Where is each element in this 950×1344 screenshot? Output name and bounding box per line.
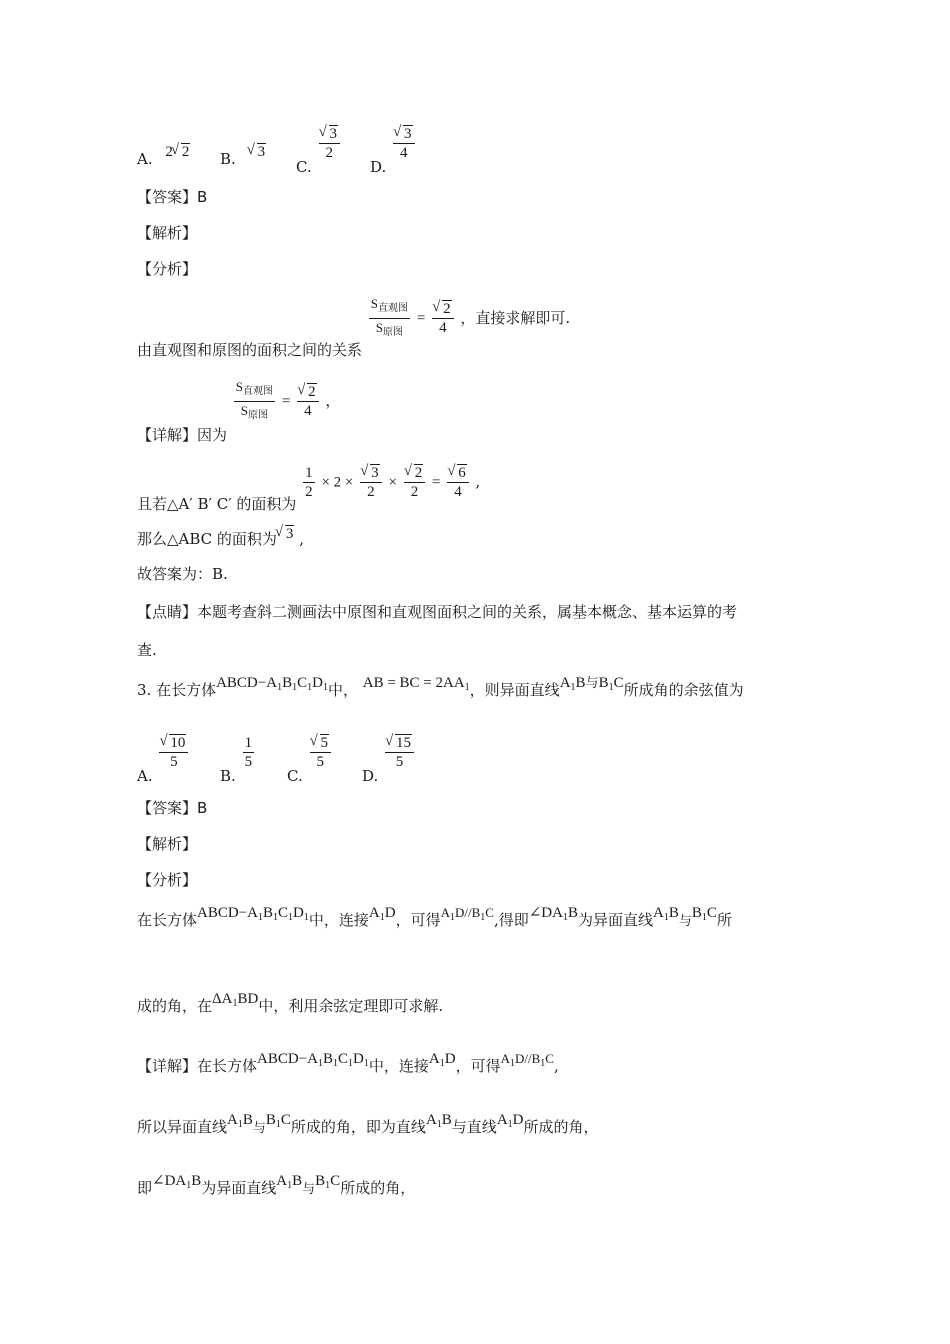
analysis-label: 【解析】 (137, 224, 198, 242)
q3-detail-line-1: 【详解】在长方体$ABCD-A_1B_1C_1D_1$中，连接$A_1D$，可得$A_1D//B_1C$, (137, 1051, 559, 1075)
option-fraction: √ $\frac{3}{2}$ (319, 126, 341, 161)
q3-fenxi-line-2: 成的角，在$\Delta A_1BD$中，利用余弦定理即可求解. (137, 991, 444, 1015)
option-c (296, 126, 342, 176)
q3-stem: 3. 在长方体$ABCD-A_1B_1C_1D_1$中， AB = BC = $2AA_1$，则异面直线$A_1B$与$B_1C$所成角的余弦值为 (137, 675, 744, 699)
area-ratio: $\frac{S_{直观图}}{S_{原图}}$ (370, 296, 409, 338)
area-line-1: 且若△A′ B′ C′ 的面积为 $\frac{1}{2}$ × 2 × √ $\frac{3}{2}$ × √ $\frac{2}{2}$ = √ $\frac{6}{4}$ , (137, 465, 480, 500)
fenxi-text: 由直观图和原图的面积之间的关系 $\frac{S_{直观图}}{S_{原图}}$ = √ $\frac{2}{4}$ ，直接求解即可. (137, 296, 570, 341)
area-ratio-2: $\frac{S_{直观图}}{S_{原图}}$ (235, 379, 274, 421)
detail-line: 【详解】因为 $\frac{S_{直观图}}{S_{原图}}$ = √ $\frac{2}{4}$ ， (137, 379, 340, 424)
answer-label: 【答案】B (137, 188, 208, 206)
option-b (220, 144, 266, 169)
area-line-2: 那么△ABC 的面积为√ 3 , (137, 529, 304, 550)
q3-option-c: C. √ $\frac{5}{5}$ (287, 735, 333, 770)
fenxi-label: 【分析】 (137, 260, 198, 278)
dianjing-cont: 查. (137, 641, 157, 659)
q3-answer-label: 【答案】B (137, 799, 208, 817)
option-letter: B. (220, 150, 236, 168)
q3-option-d: D. √ $\frac{15}{5}$ (362, 735, 416, 770)
q3-detail-line-3: 即$\angle DA_1B$为异面直线$A_1B$与$B_1C$所成的角， (137, 1173, 416, 1197)
option-a (137, 144, 190, 169)
q3-fenxi-label: 【分析】 (137, 871, 198, 889)
option-letter: D. (370, 157, 387, 176)
conclusion: 故答案为：B. (137, 565, 228, 583)
q3-fenxi-line-1: 在长方体$ABCD-A_1B_1C_1D_1$中，连接$A_1D$，可得$A_1D//B_1C$,得即$\angle DA_1B$为异面直线$A_1B$与$B_1C$所 (137, 905, 732, 929)
dianjing: 【点睛】本题考查斜二测画法中原图和直观图面积之间的关系，属基本概念、基本运算的考 (137, 603, 738, 621)
q3-detail-line-2: 所以异面直线$A_1B$与$B_1C$所成的角，即为直线$A_1B$与直线$A_1D$所成的角， (137, 1112, 599, 1136)
option-letter: C. (296, 157, 312, 176)
q3-option-a: A. √ $\frac{10}{5}$ (137, 735, 190, 770)
option-letter: A. (137, 150, 153, 168)
option-fraction: √ $\frac{3}{4}$ (393, 126, 415, 161)
option-d (370, 126, 417, 176)
option-value: √ 3 (249, 144, 267, 160)
q3-analysis-label: 【解析】 (137, 835, 198, 853)
q3-option-b: B. $\frac{1}{5}$ (220, 735, 253, 785)
option-value: 2√ 2 (165, 144, 190, 160)
